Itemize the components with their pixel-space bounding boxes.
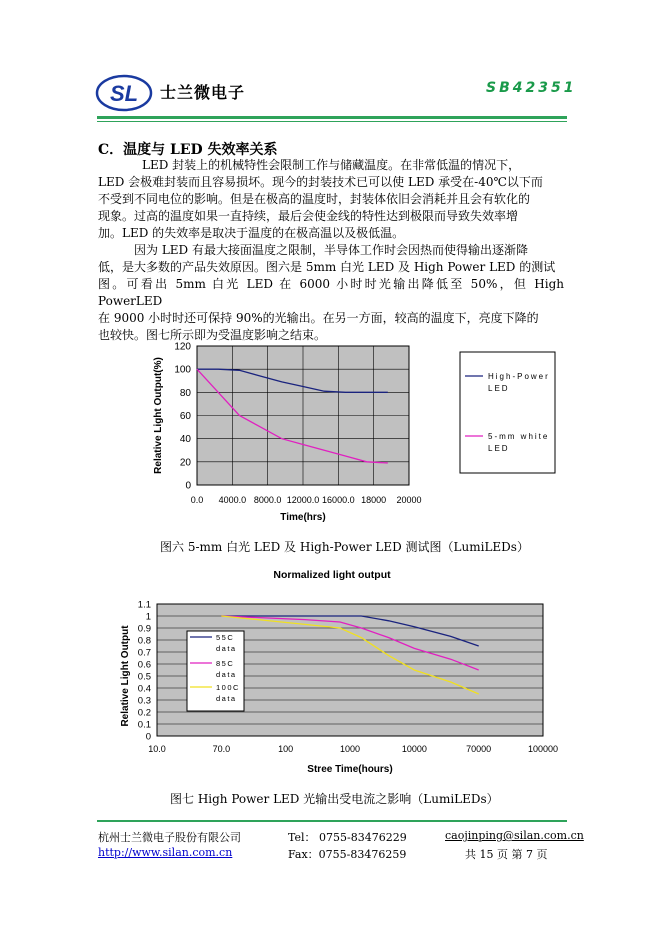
x-tick-label: 10.0	[148, 744, 166, 754]
section-title: C．温度与 LED 失效率关系	[98, 142, 278, 158]
x-tick-label: 20000	[396, 495, 422, 505]
paragraph-line: 也较快。图七所示即为受温度影响之结束。	[98, 328, 327, 342]
x-tick-label: 1000	[339, 744, 361, 754]
x-tick-label: 70000	[466, 744, 492, 754]
legend	[460, 352, 555, 473]
legend-label: LED	[488, 444, 510, 453]
y-tick-label: 0.4	[137, 683, 151, 695]
y-tick-label: 0.2	[137, 707, 151, 719]
legend-label: data	[216, 644, 237, 653]
x-tick-label: 100	[278, 744, 294, 754]
y-tick-label: 0.1	[137, 719, 151, 731]
y-tick-label: 20	[179, 457, 191, 469]
x-tick-label: 8000.0	[253, 495, 282, 505]
paragraph-1	[98, 157, 564, 242]
silan-logo	[95, 72, 153, 114]
y-tick-label: 120	[174, 341, 191, 353]
paragraph-line: 低，是大多数的产品失效原因。图六是 5mm 白光 LED 及 High Power LED 的测试	[98, 260, 556, 274]
x-axis-label: Stree Time(hours)	[307, 764, 393, 775]
paragraph-line: 不受到不同电位的影响。但是在极高的温度时，封装体依旧会消耗并且会有软化的	[98, 192, 531, 206]
y-tick-label: 80	[179, 387, 191, 399]
chart-normalized-light-output	[110, 562, 570, 777]
paragraph-line: 在 9000 小时时还可保持 90%的光输出。在另一方面，较高的温度下，亮度下降的	[98, 311, 539, 325]
legend-label: data	[216, 670, 237, 679]
y-tick-label: 100	[174, 364, 191, 376]
y-tick-label: 0	[145, 731, 151, 743]
y-tick-label: 0.5	[137, 671, 151, 683]
paragraph-2	[98, 242, 564, 344]
x-tick-label: 18000	[361, 495, 387, 505]
chart-time-vs-output	[140, 335, 560, 530]
header-divider-thin	[97, 121, 567, 122]
footer-email-link[interactable]: caojinping@silan.com.cn	[445, 829, 584, 842]
x-tick-label: 0.0	[190, 495, 204, 505]
legend-box	[460, 352, 555, 473]
logo-text: SL	[109, 81, 139, 106]
legend-label: High-Power	[488, 372, 550, 381]
footer-divider	[97, 820, 567, 822]
y-tick-label: 60	[179, 411, 191, 422]
x-tick-label: 16000.0	[322, 495, 355, 505]
paragraph-line: 因为 LED 有最大接面温度之限制，半导体工作时会因热而使得输出逐渐降	[134, 243, 528, 257]
legend-label: LED	[488, 384, 510, 393]
legend-label: 100C	[216, 683, 240, 692]
y-tick-label: 0.8	[137, 635, 151, 647]
x-tick-label: 70.0	[212, 744, 231, 754]
legend-label: data	[216, 694, 237, 703]
paragraph-line: 加。LED 的失效率是取决于温度的在极高温以及极低温。	[98, 226, 405, 240]
paragraph-line: 现象。过高的温度如果一直持续，最后会使金线的特性达到极限而导致失效率增	[98, 209, 519, 223]
x-tick-label: 100000	[527, 744, 559, 754]
part-number: SB42351	[486, 80, 577, 96]
legend-label: 5-mm white	[488, 432, 550, 441]
x-tick-label: 12000.0	[286, 495, 320, 505]
y-tick-label: 0.3	[137, 695, 151, 707]
x-tick-label: 4000.0	[218, 495, 247, 505]
legend	[187, 631, 244, 711]
y-axis-label: Relative Light Output	[120, 625, 131, 727]
legend-label: 55C	[216, 633, 235, 642]
x-tick-label: 10000	[401, 744, 427, 754]
y-tick-label: 1	[145, 611, 151, 623]
y-tick-label: 40	[179, 434, 191, 446]
y-tick-label: 0.6	[137, 659, 151, 671]
footer-company: 杭州士兰微电子股份有限公司	[98, 831, 241, 844]
paragraph-line: 图。可看出 5mm 白光 LED 在 6000 小时时光输出降低至 50%，但 High PowerLED	[98, 277, 564, 308]
figure6-caption: 图六 5-mm 白光 LED 及 High-Power LED 测试图（LumiLEDs）	[160, 540, 529, 554]
y-tick-label: 0.7	[137, 647, 151, 659]
footer-tel: Tel： 0755-83476229	[288, 831, 407, 844]
legend-label: 85C	[216, 659, 235, 668]
company-name: 士兰微电子	[160, 83, 246, 102]
paragraph-line: LED 封装上的机械特性会限制工作与储藏温度。在非常低温的情况下，	[142, 158, 521, 172]
header-divider	[97, 116, 567, 119]
y-axis-label: Relative Light Output(%)	[153, 357, 164, 474]
paragraph-line: LED 会极难封装而且容易损坏。现今的封装技术已可以使 LED 承受在-40℃以下而	[98, 175, 543, 189]
footer-fax: Fax：0755-83476259	[288, 848, 407, 861]
chart-title: Normalized light output	[273, 569, 391, 581]
footer-url-link[interactable]: http://www.silan.com.cn	[98, 846, 233, 859]
y-tick-label: 1.1	[137, 599, 151, 611]
y-tick-label: 0.9	[137, 623, 151, 635]
footer-page-number: 共 15 页 第 7 页	[465, 848, 548, 861]
figure7-caption: 图七 High Power LED 光输出受电流之影响（LumiLEDs）	[170, 792, 499, 806]
x-axis-label: Time(hrs)	[280, 512, 326, 523]
y-tick-label: 0	[185, 480, 191, 492]
